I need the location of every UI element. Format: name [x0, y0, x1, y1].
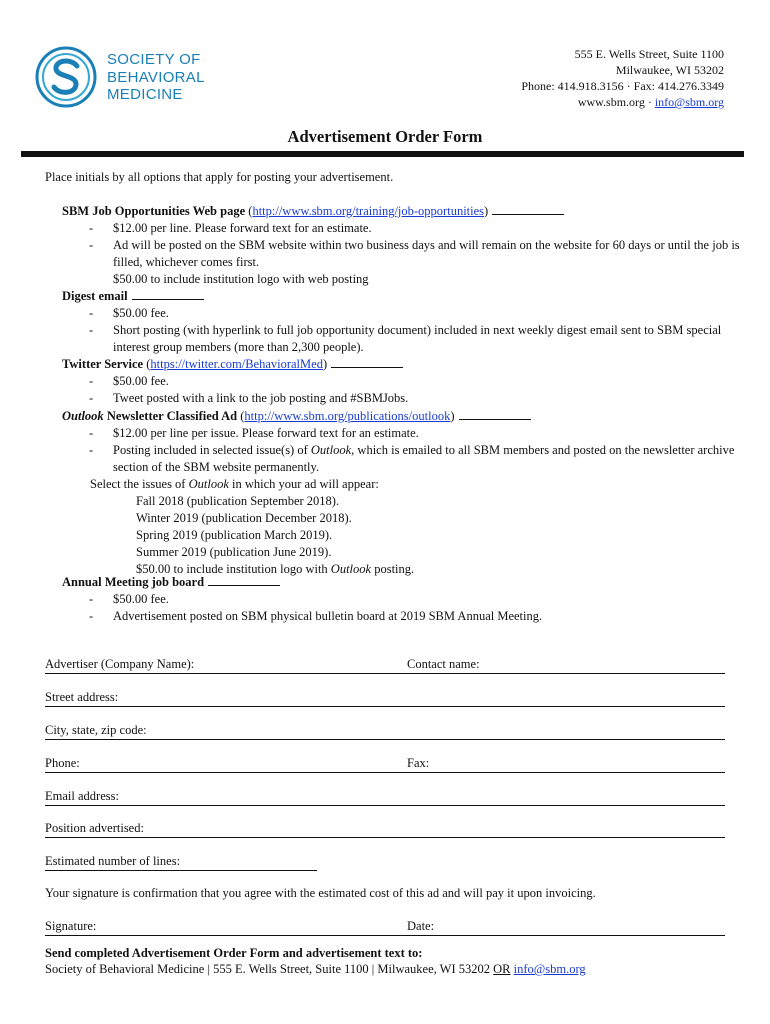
twitter-heading: Twitter Service [62, 357, 144, 371]
position-field[interactable]: Position advertised: [45, 821, 725, 838]
section-annual [62, 574, 542, 625]
web-item-2: - Ad will be posted on the SBM website within two business days and will remain on the website for 60 days or until the job is filled, whichever comes first. [89, 238, 740, 269]
section-digest [62, 288, 770, 356]
title-divider [21, 151, 744, 157]
city-state-zip-field[interactable]: City, state, zip code: [45, 723, 725, 740]
outlook-item-2: - Posting included in selected issue(s) of Outlook, which is emailed to all SBM members and posted on the newsletter archive section of the SBM website permanently. [89, 443, 735, 474]
logo-wordmark: SOCIETY OF BEHAVIORAL MEDICINE [107, 51, 205, 103]
annual-item-1: - $50.00 fee. [89, 592, 169, 606]
twitter-link[interactable]: https://twitter.com/BehavioralMed [150, 357, 323, 371]
section-outlook: Outlook Newsletter Classified Ad (http://www.sbm.org/publications/outlook) - $12.00 per line per issue. Please forward text for an estimate. - Posting included in selected issue(s) of Outlook, which is emailed to all SBM members and posted on the newsletter archive section of the SBM website permanently. Select the issues of Outlook in which your ad will appear: Fall 2018 (publication September 2018). Winter 2019 (publication December 2018). Spring 2019 (publication March 2019). Summer 2019 (publication June 2019). $50.00 to include institution logo with Outlook posting. [62, 408, 770, 578]
annual-item-2: - Advertisement posted on SBM physical bulletin board at 2019 SBM Annual Meeting. [89, 609, 543, 623]
page-title: Advertisement Order Form [287, 127, 483, 146]
twitter-initials-blank[interactable] [331, 356, 403, 368]
address-email-link[interactable]: info@sbm.org [654, 95, 724, 109]
twitter-item-1: - $50.00 fee. [89, 374, 169, 388]
outlook-initials-blank[interactable] [459, 408, 531, 420]
digest-initials-blank[interactable] [132, 288, 204, 300]
email-field[interactable]: Email address: [45, 789, 725, 806]
phone-field[interactable]: Phone: [45, 756, 407, 773]
address-phones: Phone: 414.918.3156 · Fax: 414.276.3349 [521, 79, 724, 93]
outlook-issue-spring: Spring 2019 (publication March 2019). [136, 528, 333, 542]
outlook-link[interactable]: http://www.sbm.org/publications/outlook [244, 409, 451, 423]
web-initials-blank[interactable] [492, 203, 564, 215]
fax-field[interactable]: Fax: [407, 756, 725, 773]
footer-or: OR [493, 962, 511, 976]
annual-heading: Annual Meeting job board [62, 575, 205, 589]
digest-item-1: - $50.00 fee. [89, 306, 169, 320]
confirmation-text: Your signature is confirmation that you agree with the estimated cost of this ad and will pay it upon invoicing. [45, 886, 596, 900]
street-address-field[interactable]: Street address: [45, 690, 725, 707]
annual-initials-blank[interactable] [208, 574, 280, 586]
sbm-logo [33, 44, 263, 110]
send-instructions: Send completed Advertisement Order Form and advertisement text to: [45, 946, 423, 960]
intro-text: Place initials by all options that apply for posting your advertisement. [45, 170, 394, 184]
web-item-1: - $12.00 per line. Please forward text for an estimate. [89, 221, 372, 235]
section-twitter: Twitter Service (https://twitter.com/BehavioralMed) - $50.00 fee. - Tweet posted with a link to the job posting and #SBMJobs. [62, 357, 409, 405]
advertiser-field[interactable]: Advertiser (Company Name): [45, 657, 407, 674]
footer-email-link[interactable]: info@sbm.org [513, 962, 586, 976]
address-city: Milwaukee, WI 53202 [615, 63, 724, 77]
web-item-extra: $50.00 to include institution logo with web posting [113, 272, 369, 286]
footer-address: Society of Behavioral Medicine | 555 E. Wells Street, Suite 1100 | Milwaukee, WI 53202 OR info@sbm.org [45, 962, 586, 976]
web-link[interactable]: http://www.sbm.org/training/job-opportunities [252, 204, 485, 218]
address-street: 555 E. Wells Street, Suite 1100 [574, 47, 724, 61]
date-field[interactable]: Date: [407, 919, 725, 936]
outlook-heading: Newsletter Classified Ad [103, 409, 238, 423]
outlook-issue-fall: Fall 2018 (publication September 2018). [136, 494, 340, 508]
outlook-item-1: - $12.00 per line per issue. Please forward text for an estimate. [89, 426, 419, 440]
signature-field[interactable]: Signature: [45, 919, 407, 936]
web-heading: SBM Job Opportunities Web page [62, 204, 246, 218]
twitter-item-2: - Tweet posted with a link to the job posting and #SBMJobs. [89, 391, 409, 405]
outlook-issue-winter: Winter 2019 (publication December 2018). [136, 511, 352, 525]
outlook-issue-summer: Summer 2019 (publication June 2019). [136, 545, 332, 559]
outlook-select-text: Select the issues of Outlook in which your ad will appear: [90, 477, 379, 491]
outlook-heading-italic: Outlook [62, 409, 104, 423]
digest-item-2: - Short posting (with hyperlink to full job opportunity document) included in next weekly digest email sent to SBM special interest group members (more than 2,300 people). [89, 323, 722, 354]
lines-field[interactable]: Estimated number of lines: [45, 854, 317, 871]
outlook-logo-option: $50.00 to include institution logo with Outlook posting. [136, 562, 415, 576]
sbm-logo-icon [33, 44, 99, 110]
address-block [521, 46, 724, 110]
section-web: SBM Job Opportunities Web page (http://www.sbm.org/training/job-opportunities) - $12.00 per line. Please forward text for an estimate. - Ad will be posted on the SBM website within two business days and will remain on the website for 60 days or until the job is filled, whichever comes first. $50.00 to include institution logo with web posting [62, 203, 770, 288]
address-web: www.sbm.org · info@sbm.org [577, 95, 724, 109]
digest-heading: Digest email [62, 289, 128, 303]
contact-name-field[interactable]: Contact name: [407, 657, 725, 674]
